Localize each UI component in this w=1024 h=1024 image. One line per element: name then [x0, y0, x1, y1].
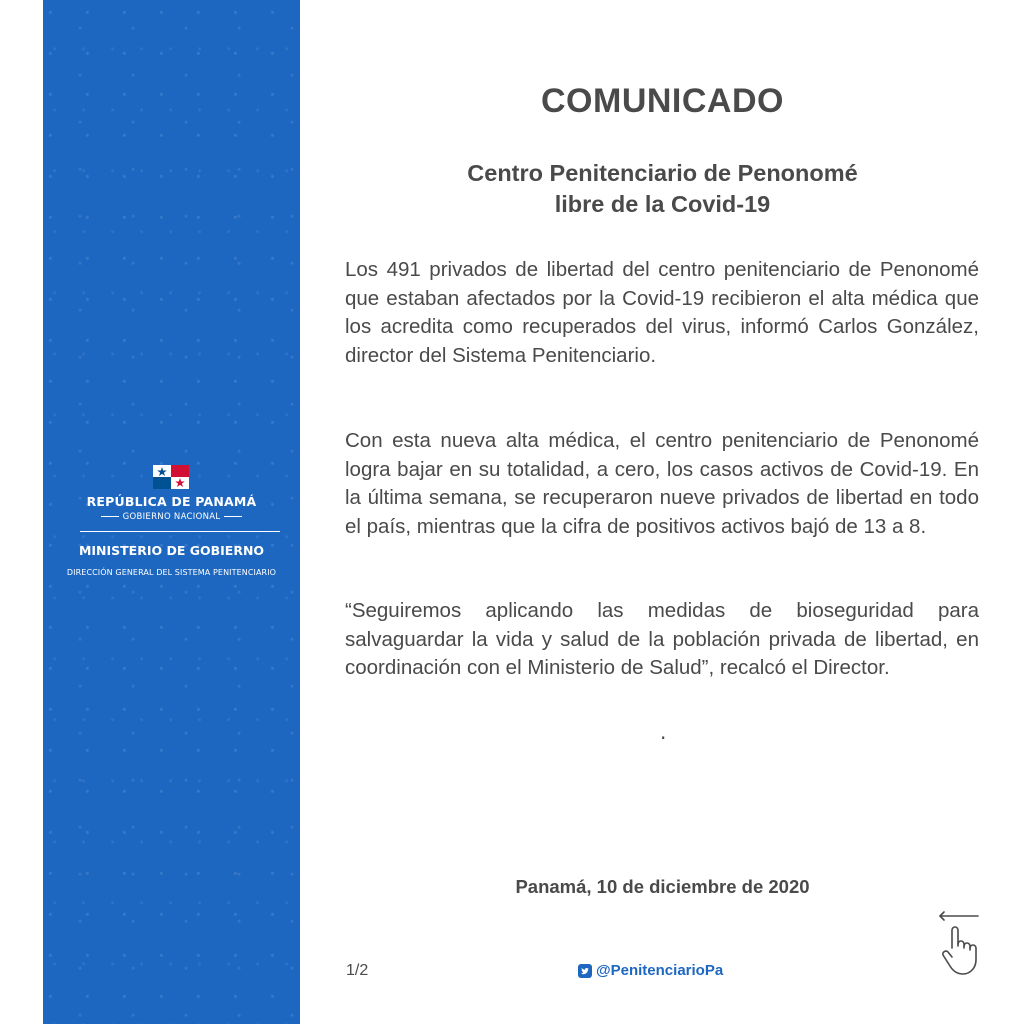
directorate-label: DIRECCIÓN GENERAL DEL SISTEMA PENITENCIARIO — [66, 568, 277, 577]
swipe-hand-icon — [932, 908, 984, 980]
national-gov-label — [43, 512, 300, 522]
twitter-handle-link[interactable] — [578, 962, 723, 979]
date-line: Panamá, 10 de diciembre de 2020 — [515, 876, 810, 897]
panama-flag-icon — [153, 465, 189, 489]
page-number: 1/2 — [346, 962, 369, 979]
paragraph-1: Los 491 privados de libertad del centro penitenciario de Penonomé que estaban afectados por la Covid-19 recibieron el alta médica que los acredita como recuperados del virus, informó Carlos González, director del Sistema Penitenciario. — [345, 258, 979, 367]
paragraph-2: Con esta nueva alta médica, el centro penitenciario de Penonomé logra bajar en su totalidad, a cero, los casos activos de Covid-19. En la última semana, se recuperaron nueve privados de libertad en todo el país, mientras que la cifra de positivos activos bajó de 13 a 8. — [345, 429, 979, 538]
national-gov-text: GOBIERNO NACIONAL — [122, 512, 221, 522]
subtitle-line-2: libre de la Covid-19 — [554, 191, 771, 217]
separator-dot: . — [660, 720, 667, 744]
twitter-icon — [578, 964, 592, 978]
twitter-handle-text: @PenitenciarioPa — [596, 962, 724, 979]
sidebar-divider — [80, 531, 280, 532]
paragraph-3: “Seguiremos aplicando las medidas de bioseguridad para salvaguardar la vida y salud de la población privada de libertad, en coordinación con el Ministerio de Salud”, recalcó el Director. — [345, 599, 979, 679]
republic-label: REPÚBLICA DE PANAMÁ — [86, 494, 257, 509]
subtitle — [300, 158, 1024, 220]
page-title: COMUNICADO — [541, 82, 784, 120]
subtitle-line-1: Centro Penitenciario de Penonomé — [467, 160, 858, 186]
ministry-label: MINISTERIO DE GOBIERNO — [78, 543, 265, 558]
